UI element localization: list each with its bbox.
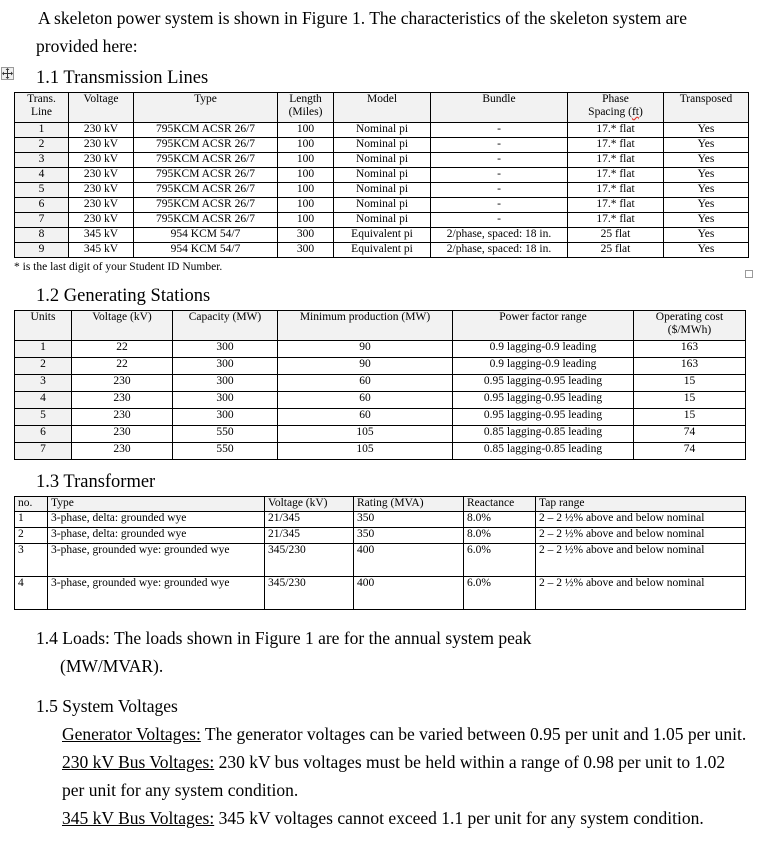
cell-xfmr-type: 3-phase, delta: grounded wye — [48, 528, 265, 544]
cell-length: 300 — [278, 228, 334, 243]
cell-unit: 4 — [15, 392, 72, 409]
cell-operating-cost: 15 — [634, 375, 746, 392]
table-row — [15, 426, 746, 443]
cell-voltage: 230 kV — [69, 138, 134, 153]
cell-voltage: 230 kV — [69, 213, 134, 228]
intro-paragraph: A skeleton power system is shown in Figure 1. The characteristics of the skeleton system are provided here: — [36, 8, 687, 56]
table-row — [15, 544, 746, 577]
cell-power-factor: 0.85 lagging-0.85 leading — [453, 443, 634, 460]
cell-xfmr-tap-range: 2 – 2 ½% above and below nominal — [536, 512, 746, 528]
table-row — [15, 123, 749, 138]
cell-operating-cost: 74 — [634, 443, 746, 460]
cell-gen-voltage: 230 — [72, 375, 173, 392]
col-xfmr-type: Type — [48, 497, 265, 512]
table-row — [15, 183, 749, 198]
col-model: Model — [334, 93, 431, 123]
generator-voltages-text: The generator voltages can be varied between 0.95 per unit and 1.05 per unit. — [200, 724, 747, 744]
table-row — [15, 153, 749, 168]
cell-model: Nominal pi — [334, 138, 431, 153]
col-trans-line-part1: Trans. — [27, 93, 56, 105]
bus345-voltages-label: 345 kV Bus Voltages: — [62, 808, 215, 828]
cell-capacity: 550 — [173, 426, 278, 443]
cell-xfmr-no: 4 — [15, 577, 48, 610]
cell-type: 795KCM ACSR 26/7 — [134, 183, 278, 198]
table-row — [15, 528, 746, 544]
cell-phase-spacing: 17.* flat — [568, 198, 664, 213]
heading-transformer: 1.3 Transformer — [36, 472, 156, 492]
cell-xfmr-tap-range: 2 – 2 ½% above and below nominal — [536, 577, 746, 610]
col-power-factor-range: Power factor range — [453, 311, 634, 341]
cell-length: 100 — [278, 168, 334, 183]
table-header-row — [15, 93, 749, 123]
cell-power-factor: 0.85 lagging-0.85 leading — [453, 426, 634, 443]
generating-stations-table — [14, 310, 746, 460]
cell-capacity: 300 — [173, 358, 278, 375]
bus345-voltages-text: 345 kV voltages cannot exceed 1.1 per unit for any system condition. — [214, 808, 704, 828]
cell-voltage: 230 kV — [69, 168, 134, 183]
cell-transposed: Yes — [664, 168, 749, 183]
cell-type: 795KCM ACSR 26/7 — [134, 123, 278, 138]
generator-voltages-paragraph — [62, 720, 751, 748]
cell-voltage: 230 kV — [69, 123, 134, 138]
col-length-part1: Length — [289, 93, 322, 105]
cell-transposed: Yes — [664, 153, 749, 168]
col-phase-part1: Phase — [602, 93, 629, 105]
cell-unit: 1 — [15, 341, 72, 358]
cell-voltage: 345 kV — [69, 228, 134, 243]
cell-gen-voltage: 230 — [72, 409, 173, 426]
cell-trans-line: 2 — [15, 138, 69, 153]
cell-voltage: 230 kV — [69, 153, 134, 168]
transformer-table — [14, 496, 746, 610]
system-voltages-heading: 1.5 System Voltages — [36, 696, 178, 716]
cell-bundle: - — [431, 183, 568, 198]
cell-xfmr-type: 3-phase, grounded wye: grounded wye — [48, 544, 265, 577]
cell-length: 100 — [278, 138, 334, 153]
cell-unit: 7 — [15, 443, 72, 460]
cell-model: Nominal pi — [334, 183, 431, 198]
cell-xfmr-no: 3 — [15, 544, 48, 577]
table-header-row — [15, 497, 746, 512]
col-trans-line — [15, 93, 69, 123]
cell-minimum-production: 90 — [278, 358, 453, 375]
cell-type: 795KCM ACSR 26/7 — [134, 153, 278, 168]
bus230-voltages-text: 230 kV bus voltages must be held within a range of 0.98 per unit to 1.02 per unit for any system condition. — [62, 752, 726, 800]
cell-bundle: - — [431, 213, 568, 228]
cell-transposed: Yes — [664, 138, 749, 153]
cell-phase-spacing: 17.* flat — [568, 183, 664, 198]
cell-gen-voltage: 230 — [72, 426, 173, 443]
col-voltage: Voltage — [69, 93, 134, 123]
cell-xfmr-voltage: 345/230 — [265, 577, 354, 610]
cell-xfmr-rating: 400 — [354, 577, 464, 610]
cell-unit: 2 — [15, 358, 72, 375]
cell-phase-spacing: 25 flat — [568, 243, 664, 258]
col-length — [278, 93, 334, 123]
cell-trans-line: 5 — [15, 183, 69, 198]
col-minimum-production: Minimum production (MW) — [278, 311, 453, 341]
cell-operating-cost: 15 — [634, 392, 746, 409]
cell-length: 100 — [278, 213, 334, 228]
cell-model: Nominal pi — [334, 198, 431, 213]
table-row — [15, 375, 746, 392]
loads-line-2: (MW/MVAR). — [60, 656, 164, 676]
cell-power-factor: 0.95 lagging-0.95 leading — [453, 375, 634, 392]
bus345-voltages-paragraph — [62, 804, 751, 832]
cell-xfmr-rating: 350 — [354, 528, 464, 544]
cell-transposed: Yes — [664, 228, 749, 243]
col-trans-line-part2: Line — [30, 106, 53, 118]
cell-phase-spacing: 17.* flat — [568, 138, 664, 153]
table-row — [15, 409, 746, 426]
loads-paragraph — [36, 624, 741, 680]
cell-bundle: - — [431, 153, 568, 168]
transmission-lines-table — [14, 92, 749, 258]
col-phase-spacing — [568, 93, 664, 123]
cell-gen-voltage: 230 — [72, 392, 173, 409]
cell-minimum-production: 105 — [278, 443, 453, 460]
cell-power-factor: 0.9 lagging-0.9 leading — [453, 341, 634, 358]
cell-bundle: - — [431, 168, 568, 183]
col-xfmr-voltage: Voltage (kV) — [265, 497, 354, 512]
cell-phase-spacing: 17.* flat — [568, 123, 664, 138]
cell-minimum-production: 105 — [278, 426, 453, 443]
table-row — [15, 243, 749, 258]
table-row — [15, 512, 746, 528]
bus230-voltages-label: 230 kV Bus Voltages: — [62, 752, 215, 772]
cell-voltage: 230 kV — [69, 198, 134, 213]
cell-capacity: 300 — [173, 341, 278, 358]
table-row — [15, 138, 749, 153]
col-phase-part2c: ) — [638, 106, 643, 118]
table-row — [15, 341, 746, 358]
cell-unit: 5 — [15, 409, 72, 426]
cell-capacity: 300 — [173, 375, 278, 392]
cell-transposed: Yes — [664, 183, 749, 198]
cell-bundle: - — [431, 123, 568, 138]
cell-power-factor: 0.9 lagging-0.9 leading — [453, 358, 634, 375]
heading-transmission-lines: 1.1 Transmission Lines — [36, 68, 209, 88]
cell-xfmr-no: 2 — [15, 528, 48, 544]
generator-voltages-label: Generator Voltages: — [62, 724, 201, 744]
cell-voltage: 345 kV — [69, 243, 134, 258]
col-xfmr-rating: Rating (MVA) — [354, 497, 464, 512]
cell-trans-line: 1 — [15, 123, 69, 138]
cell-model: Nominal pi — [334, 168, 431, 183]
cell-bundle: 2/phase, spaced: 18 in. — [431, 228, 568, 243]
cell-minimum-production: 60 — [278, 392, 453, 409]
cell-operating-cost: 74 — [634, 426, 746, 443]
transmission-lines-footnote: * is the last digit of your Student ID Number. — [14, 261, 223, 273]
cell-bundle: 2/phase, spaced: 18 in. — [431, 243, 568, 258]
cell-transposed: Yes — [664, 213, 749, 228]
table-row — [15, 577, 746, 610]
col-operating-cost — [634, 311, 746, 341]
cell-transposed: Yes — [664, 123, 749, 138]
cell-minimum-production: 90 — [278, 341, 453, 358]
cell-trans-line: 3 — [15, 153, 69, 168]
cell-length: 300 — [278, 243, 334, 258]
cell-model: Equivalent pi — [334, 243, 431, 258]
cell-xfmr-voltage: 345/230 — [265, 544, 354, 577]
cell-type: 954 KCM 54/7 — [134, 228, 278, 243]
cell-gen-voltage: 230 — [72, 443, 173, 460]
cell-length: 100 — [278, 198, 334, 213]
col-phase-ft-misspelled: ft — [631, 106, 639, 118]
cell-operating-cost: 163 — [634, 358, 746, 375]
cell-trans-line: 9 — [15, 243, 69, 258]
col-capacity: Capacity (MW) — [173, 311, 278, 341]
cell-gen-voltage: 22 — [72, 358, 173, 375]
cell-model: Equivalent pi — [334, 228, 431, 243]
col-phase-part2a: Spacing ( — [588, 106, 632, 118]
col-xfmr-no: no. — [15, 497, 48, 512]
cell-unit: 3 — [15, 375, 72, 392]
paragraph-spacer — [0, 680, 769, 692]
cell-power-factor: 0.95 lagging-0.95 leading — [453, 409, 634, 426]
col-length-part2: (Miles) — [288, 106, 323, 118]
cell-trans-line: 8 — [15, 228, 69, 243]
cell-xfmr-reactance: 6.0% — [464, 544, 536, 577]
table-header-row — [15, 311, 746, 341]
cell-capacity: 300 — [173, 392, 278, 409]
cell-bundle: - — [431, 138, 568, 153]
table-row — [15, 358, 746, 375]
cell-capacity: 300 — [173, 409, 278, 426]
cell-xfmr-type: 3-phase, delta: grounded wye — [48, 512, 265, 528]
cell-xfmr-no: 1 — [15, 512, 48, 528]
cell-unit: 6 — [15, 426, 72, 443]
cell-xfmr-reactance: 8.0% — [464, 512, 536, 528]
cell-length: 100 — [278, 183, 334, 198]
cell-phase-spacing: 17.* flat — [568, 213, 664, 228]
cell-xfmr-rating: 350 — [354, 512, 464, 528]
cell-trans-line: 6 — [15, 198, 69, 213]
col-operating-cost-part1: Operating cost — [655, 311, 724, 323]
col-xfmr-tap-range: Tap range — [536, 497, 746, 512]
cell-operating-cost: 15 — [634, 409, 746, 426]
cell-voltage: 230 kV — [69, 183, 134, 198]
col-transposed: Transposed — [664, 93, 749, 123]
cell-transposed: Yes — [664, 198, 749, 213]
cell-xfmr-rating: 400 — [354, 544, 464, 577]
cell-power-factor: 0.95 lagging-0.95 leading — [453, 392, 634, 409]
cell-phase-spacing: 17.* flat — [568, 153, 664, 168]
table-row — [15, 198, 749, 213]
table-row — [15, 168, 749, 183]
cell-length: 100 — [278, 123, 334, 138]
loads-line-1: 1.4 Loads: The loads shown in Figure 1 are for the annual system peak — [36, 628, 532, 648]
col-operating-cost-part2: ($/MWh) — [667, 324, 712, 336]
col-units: Units — [15, 311, 72, 341]
col-bundle: Bundle — [431, 93, 568, 123]
table-row — [15, 392, 746, 409]
cell-xfmr-voltage: 21/345 — [265, 512, 354, 528]
cell-length: 100 — [278, 153, 334, 168]
table-row — [15, 228, 749, 243]
bus230-voltages-paragraph — [62, 748, 751, 804]
cell-model: Nominal pi — [334, 213, 431, 228]
cell-minimum-production: 60 — [278, 409, 453, 426]
cell-operating-cost: 163 — [634, 341, 746, 358]
table-resize-handle-icon[interactable] — [745, 270, 753, 278]
cell-bundle: - — [431, 198, 568, 213]
cell-capacity: 550 — [173, 443, 278, 460]
cell-xfmr-type: 3-phase, grounded wye: grounded wye — [48, 577, 265, 610]
cell-minimum-production: 60 — [278, 375, 453, 392]
table-row — [15, 213, 749, 228]
cell-xfmr-reactance: 6.0% — [464, 577, 536, 610]
cell-type: 795KCM ACSR 26/7 — [134, 138, 278, 153]
col-gen-voltage: Voltage (kV) — [72, 311, 173, 341]
cell-type: 795KCM ACSR 26/7 — [134, 168, 278, 183]
table-move-handle-icon[interactable] — [1, 67, 14, 80]
cell-xfmr-voltage: 21/345 — [265, 528, 354, 544]
cell-trans-line: 4 — [15, 168, 69, 183]
col-xfmr-reactance: Reactance — [464, 497, 536, 512]
cell-xfmr-tap-range: 2 – 2 ½% above and below nominal — [536, 544, 746, 577]
cell-phase-spacing: 25 flat — [568, 228, 664, 243]
cell-type: 795KCM ACSR 26/7 — [134, 198, 278, 213]
document-page — [0, 4, 769, 858]
cell-xfmr-reactance: 8.0% — [464, 528, 536, 544]
cell-transposed: Yes — [664, 243, 749, 258]
heading-generating-stations: 1.2 Generating Stations — [36, 286, 211, 306]
cell-model: Nominal pi — [334, 123, 431, 138]
table-row — [15, 443, 746, 460]
cell-trans-line: 7 — [15, 213, 69, 228]
col-type: Type — [134, 93, 278, 123]
cell-xfmr-tap-range: 2 – 2 ½% above and below nominal — [536, 528, 746, 544]
cell-type: 795KCM ACSR 26/7 — [134, 213, 278, 228]
cell-phase-spacing: 17.* flat — [568, 168, 664, 183]
cell-type: 954 KCM 54/7 — [134, 243, 278, 258]
cell-model: Nominal pi — [334, 153, 431, 168]
cell-gen-voltage: 22 — [72, 341, 173, 358]
